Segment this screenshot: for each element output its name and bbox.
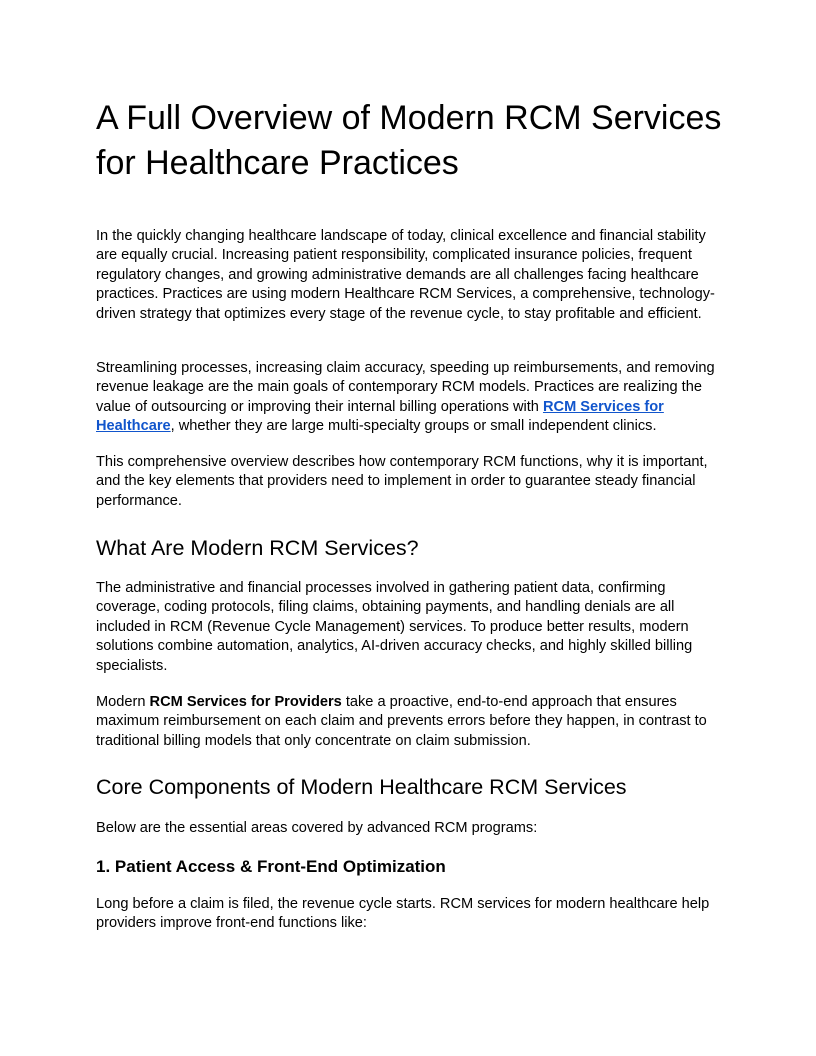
subsection-heading-patient-access: 1. Patient Access & Front-End Optimization [96,857,446,876]
paragraph-text: , whether they are large multi-specialty groups or small independent clinics. [170,418,657,435]
paragraph-essential-areas: Below are the essential areas covered by advanced RCM programs: [96,820,538,836]
document-title: A Full Overview of Modern RCM Services for Healthcare Practices [96,99,722,182]
paragraph-overview: This comprehensive overview describes how contemporary RCM functions, why it is important, and the key elements that providers need to implement in order to guarantee steady financial performance. [96,454,708,509]
intro-paragraph: In the quickly changing healthcare landscape of today, clinical excellence and financial stability are equally crucial. Increasing patient responsibility, complicated insurance policies, frequent regulatory changes, and growing administrative demands are all challenges facing healthcare practices. Practices are using modern Healthcare RCM Services, a comprehensive, technology-driven strategy that optimizes every stage of the revenue cycle, to stay profitable and efficient. [96,228,715,322]
section-heading-what-are: What Are Modern RCM Services? [96,536,419,560]
bold-term: RCM Services for Providers [149,694,342,710]
rcm-services-link[interactable]: RCM Services for Healthcare [96,398,664,435]
paragraph-text: take a proactive, end-to-end approach that ensures maximum reimbursement on each claim and prevents errors before they happen, in contrast to traditional billing models that only concentrate on claim submission. [96,694,707,749]
paragraph-text: Streamlining processes, increasing claim accuracy, speeding up reimbursements, and removing revenue leakage are the main goals of contemporary RCM models. Practices are realizing the value of outsourcing or improving their internal billing operations with [96,360,715,415]
paragraph-text: Modern [96,694,150,710]
paragraph-front-end: Long before a claim is filed, the revenue cycle starts. RCM services for modern healthcare help providers improve front-end functions like: [96,896,710,932]
paragraph-rcm-goals [96,359,724,437]
section-heading-core-components: Core Components of Modern Healthcare RCM Services [96,775,627,799]
paragraph-rcm-providers [96,693,724,751]
paragraph-rcm-definition: The administrative and financial processes involved in gathering patient data, confirming coverage, coding protocols, filing claims, obtaining payments, and handling denials are all included in RCM (Revenue Cycle Management) services. To produce better results, modern solutions combine automation, analytics, AI-driven accuracy checks, and highly skilled billing specialists. [96,580,693,674]
